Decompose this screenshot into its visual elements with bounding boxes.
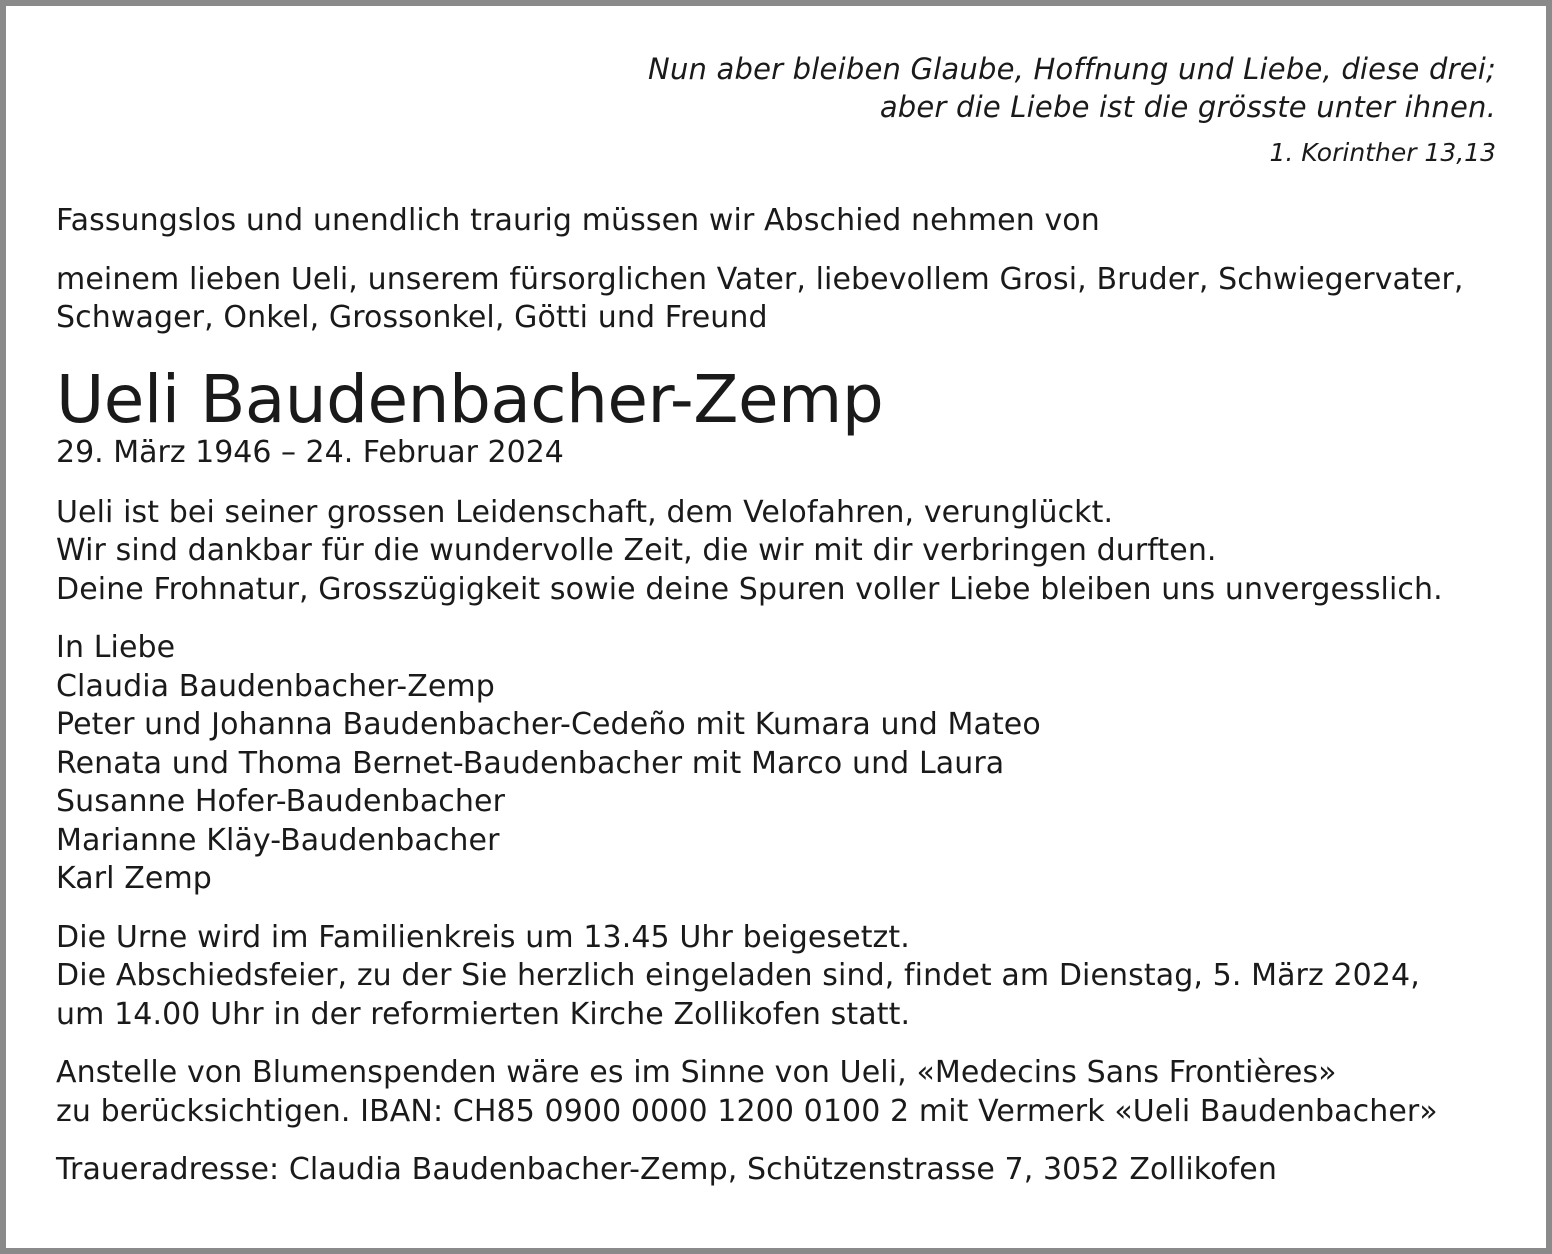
family-line: Claudia Baudenbacher-Zemp: [56, 668, 495, 704]
mourning-address: [56, 1151, 1516, 1190]
intro-text: [56, 202, 1516, 241]
relations-line: Schwager, Onkel, Grossonkel, Götti und Freund: [56, 300, 768, 335]
donation-line: Anstelle von Blumenspenden wäre es im Sinne von Ueli, «Medecins Sans Frontières»: [56, 1055, 1337, 1090]
ceremony-line: Die Urne wird im Familienkreis um 13.45 Uhr beigesetzt.: [56, 919, 910, 955]
family-line: Karl Zemp: [56, 861, 212, 896]
family-list: [56, 629, 1516, 899]
family-line: Marianne Kläy-Baudenbacher: [56, 822, 500, 858]
deceased-name: Ueli Baudenbacher-Zemp: [56, 360, 884, 438]
bible-verse: [396, 50, 1496, 126]
ceremony-line: Die Abschiedsfeier, zu der Sie herzlich eingeladen sind, findet am Dienstag, 5. März 2024,: [56, 958, 1420, 993]
ceremony-line: um 14.00 Uhr in der reformierten Kirche Zollikofen statt.: [56, 996, 911, 1032]
family-line: Renata und Thoma Bernet-Baudenbacher mit Marco und Laura: [56, 745, 1005, 781]
donation-line: zu berücksichtigen. IBAN: CH85 0900 0000 1200 0100 2 mit Vermerk «Ueli Baudenbacher»: [56, 1093, 1438, 1129]
verse-line: aber die Liebe ist die grösste unter ihnen.: [879, 90, 1496, 124]
relations-text: [56, 261, 1516, 338]
relations-line: meinem lieben Ueli, unserem fürsorglichen Vater, liebevollem Grosi, Bruder, Schwiegervater,: [56, 261, 1464, 297]
message-line: Wir sind dankbar für die wundervolle Zeit, die wir mit dir verbringen durften.: [56, 533, 1217, 568]
verse-source: 1. Korinther 13,13: [1269, 138, 1496, 167]
family-line: Susanne Hofer-Baudenbacher: [56, 784, 506, 819]
address-line: Traueradresse: Claudia Baudenbacher-Zemp, Schützenstrasse 7, 3052 Zollikofen: [56, 1152, 1277, 1187]
message-line: Deine Frohnatur, Grosszügigkeit sowie deine Spuren voller Liebe bleiben uns unvergesslich.: [56, 571, 1443, 607]
life-dates: 29. März 1946 – 24. Februar 2024: [56, 434, 564, 470]
obituary-body: [56, 202, 1516, 1190]
memorial-message: [56, 494, 1516, 610]
ceremony-info: [56, 919, 1516, 1035]
donation-info: [56, 1054, 1516, 1131]
message-line: Ueli ist bei seiner grossen Leidenschaft, dem Velofahren, verunglückt.: [56, 494, 1114, 530]
family-line: In Liebe: [56, 630, 176, 665]
verse-line: Nun aber bleiben Glaube, Hoffnung und Liebe, diese drei;: [648, 52, 1496, 86]
family-line: Peter und Johanna Baudenbacher-Cedeño mit Kumara und Mateo: [56, 707, 1041, 742]
intro-line: Fassungslos und unendlich traurig müssen wir Abschied nehmen von: [56, 203, 1100, 238]
